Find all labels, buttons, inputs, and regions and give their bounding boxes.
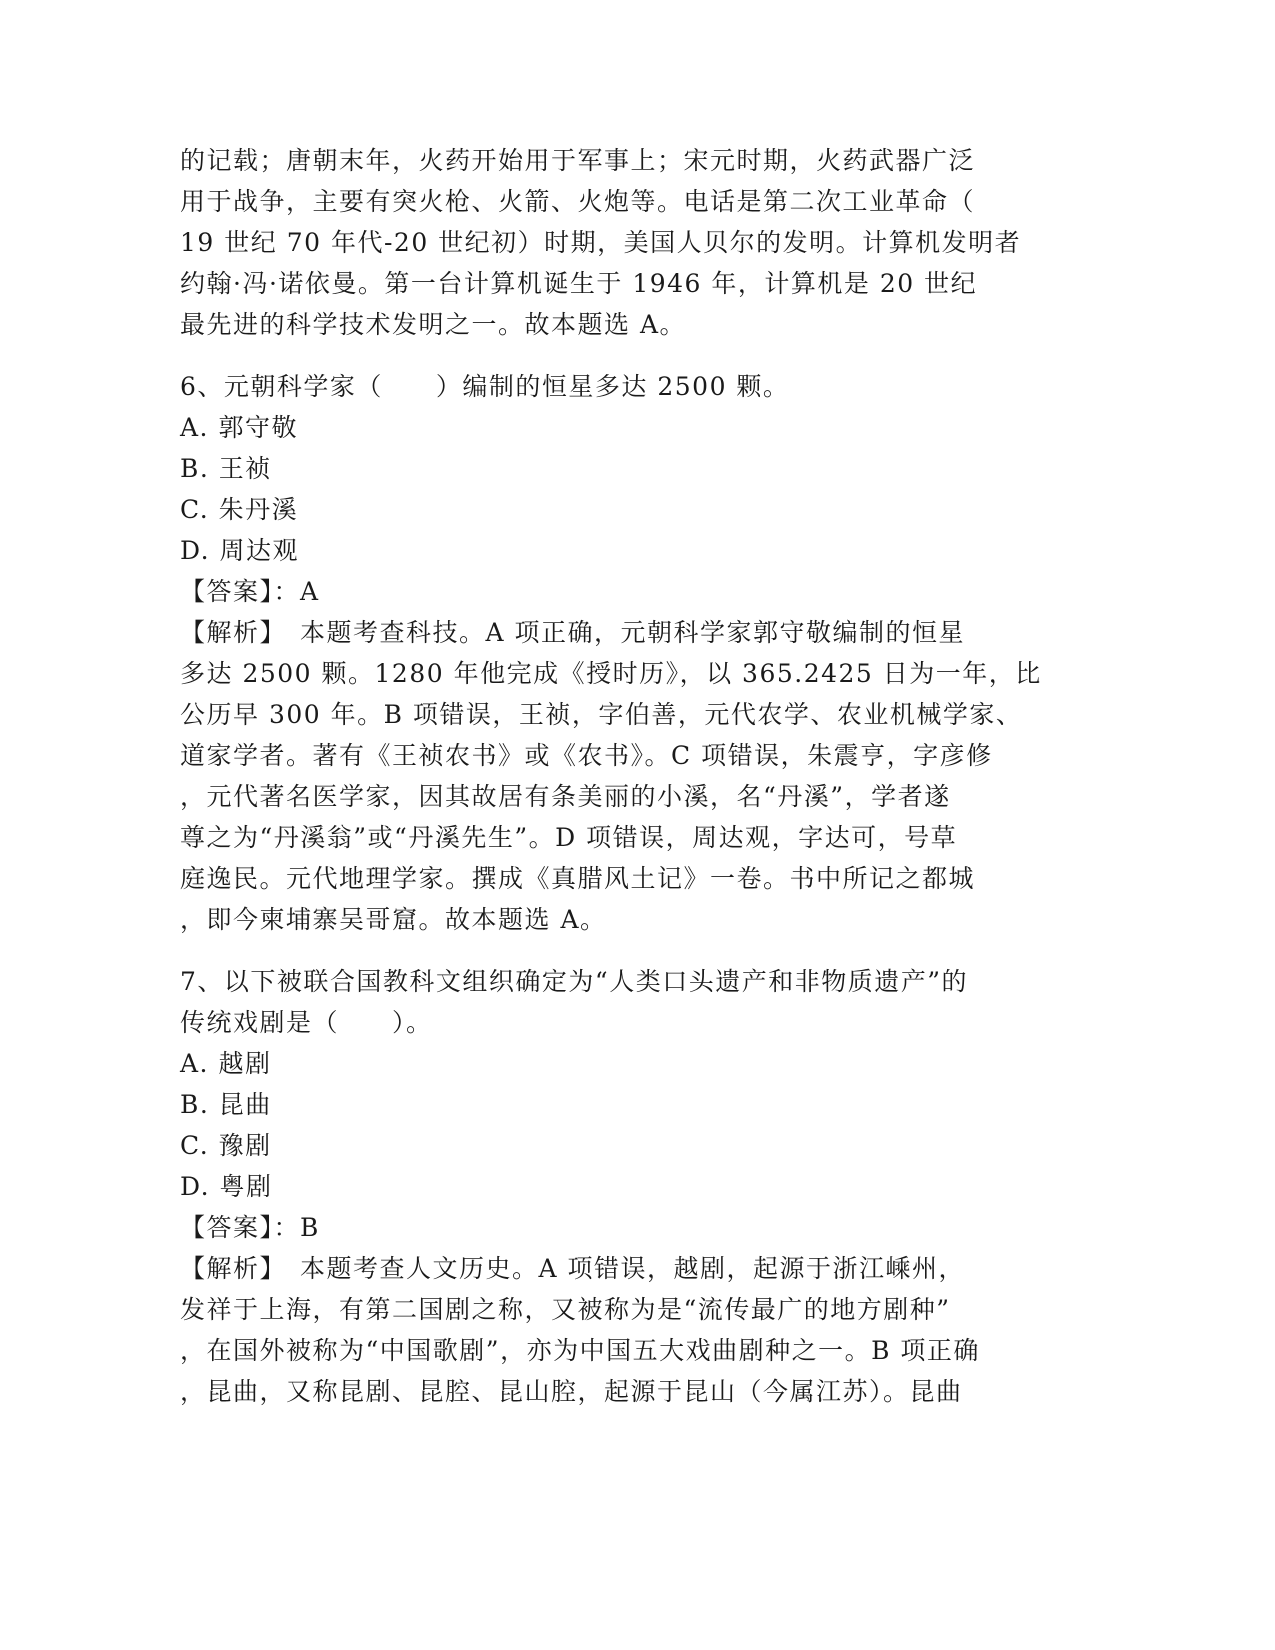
text-line: 19 世纪 70 年代-20 世纪初）时期，美国人贝尔的发明。计算机发明者 [180,228,1022,257]
text-line: 约翰·冯·诺依曼。第一台计算机诞生于 1946 年，计算机是 20 世纪 [180,269,978,298]
text-line: 的记载；唐朝末年，火药开始用于军事上；宋元时期，火药武器广泛 [180,146,976,175]
text-line: 道家学者。著有《王祯农书》或《农书》。C 项错误，朱震亨，字彦修 [180,741,993,770]
question-7-option-c: C. 豫剧 [180,1131,272,1160]
text-line: 尊之为“丹溪翁”或“丹溪先生”。D 项错误，周达观，字达可，号草 [180,823,958,852]
text-line: 发祥于上海，有第二国剧之称，又被称为是“流传最广的地方剧种” [180,1295,951,1324]
text-line: 多达 2500 颗。1280 年他完成《授时历》，以 365.2425 日为一年，比 [180,659,1042,688]
text-line: 最先进的科学技术发明之一。故本题选 A。 [180,310,687,339]
question-7-option-b: B. 昆曲 [180,1090,272,1119]
question-6-option-d: D. 周达观 [180,536,300,565]
question-7-explanation: 【解析】 本题考查人文历史。A 项错误，越剧，起源于浙江嵊州， [180,1254,966,1283]
text-line: ，昆曲，又称昆剧、昆腔、昆山腔，起源于昆山（今属江苏）。昆曲 [180,1377,963,1406]
text-line: ，即今柬埔寨吴哥窟。故本题选 A。 [180,905,607,934]
question-6-explanation: 【解析】 本题考查科技。A 项正确，元朝科学家郭守敬编制的恒星 [180,618,966,647]
question-7-option-d: D. 粤剧 [180,1172,273,1201]
question-6-option-b: B. 王祯 [180,454,272,483]
question-6-option-a: A. 郭守敬 [180,413,298,442]
question-7-stem: 7、以下被联合国教科文组织确定为“人类口头遗产和非物质遗产”的 [180,967,968,996]
question-7-option-a: A. 越剧 [180,1049,272,1078]
question-6-answer: 【答案】：A [180,577,320,606]
text-line: ，元代著名医学家，因其故居有条美丽的小溪，名“丹溪”，学者遂 [180,782,951,811]
text-line: 用于战争，主要有突火枪、火箭、火炮等。电话是第二次工业革命（ [180,187,976,216]
text-line: 传统戏剧是（ ）。 [180,1008,433,1037]
question-6-stem: 6、元朝科学家（ ）编制的恒星多达 2500 颗。 [180,372,790,401]
question-6-option-c: C. 朱丹溪 [180,495,299,524]
text-line: 公历早 300 年。B 项错误，王祯，字伯善，元代农学、农业机械学家、 [180,700,1023,729]
text-line: 庭逸民。元代地理学家。撰成《真腊风土记》一卷。书中所记之都城 [180,864,976,893]
text-line: ，在国外被称为“中国歌剧”，亦为中国五大戏曲剧种之一。B 项正确 [180,1336,980,1365]
question-7-answer: 【答案】：B [180,1213,320,1242]
